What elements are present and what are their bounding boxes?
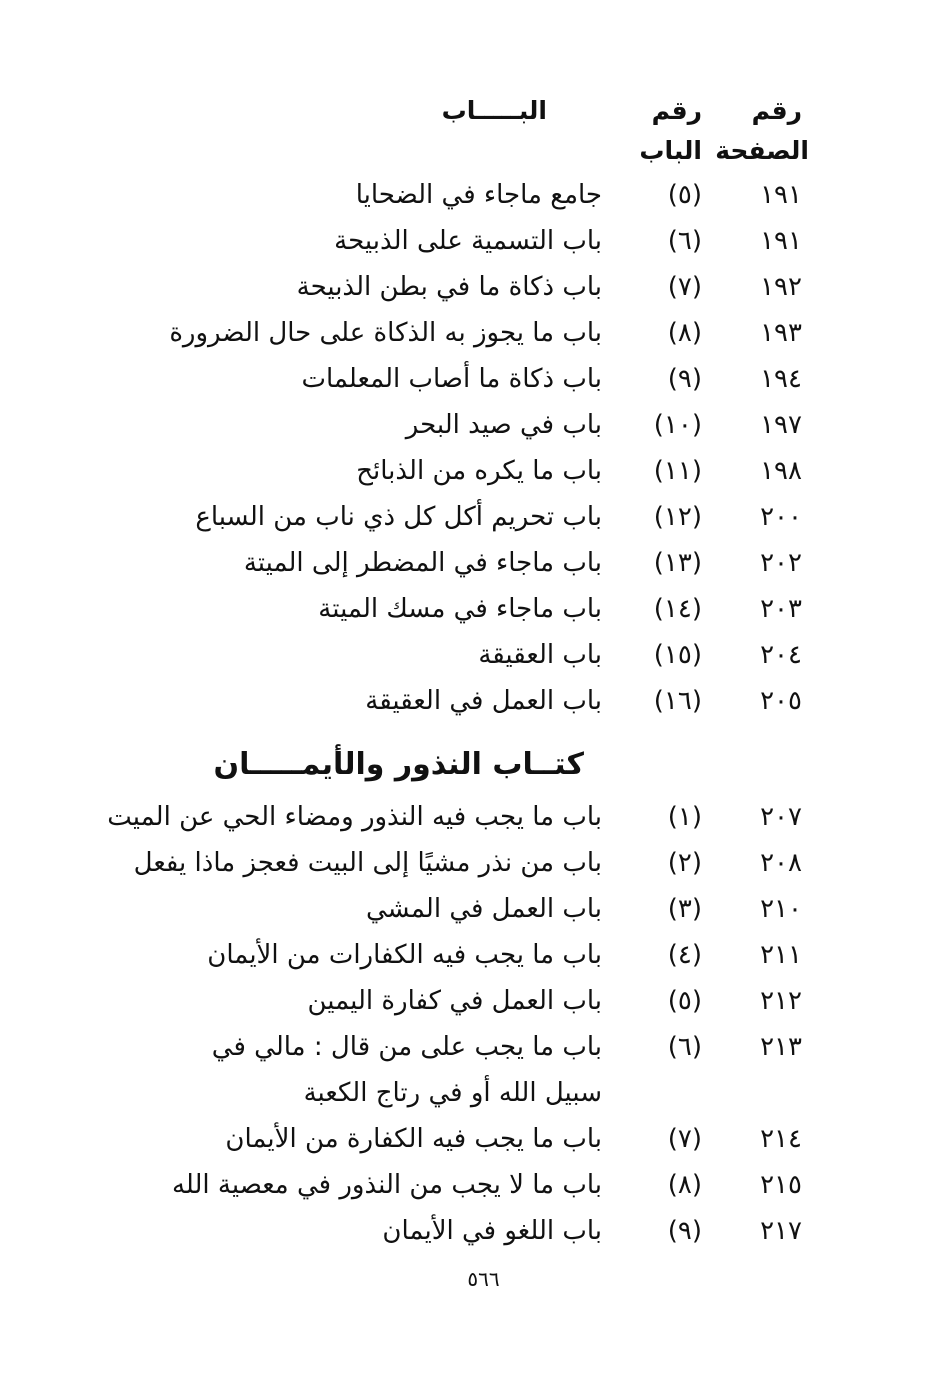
chapter-title: باب من نذر مشيًا إلى البيت فعجز ماذا يفعل [133, 848, 602, 878]
page-number: ٢٠٧ [760, 802, 802, 832]
page-number: ١٩٤ [760, 364, 802, 394]
chapter-number: (١١) [653, 456, 702, 486]
page-number: ٢١١ [760, 940, 802, 970]
toc-row [0, 540, 947, 586]
chapter-title: باب ما يكره من الذبائح [356, 456, 602, 486]
chapter-title: باب ذكاة ما أصاب المعلمات [301, 364, 602, 394]
page-number: ٢٠٥ [760, 686, 802, 716]
chapter-number: (٦) [667, 226, 702, 256]
chapter-title: جامع ماجاء في الضحايا [355, 180, 602, 210]
chapter-title: باب العمل في المشي [366, 894, 602, 924]
chapter-number: (٣) [667, 894, 702, 924]
chapter-number: (١٤) [653, 594, 702, 624]
chapter-number: (١٢) [653, 502, 702, 532]
page-number: ٢٠٤ [760, 640, 802, 670]
chapter-number: (٢) [667, 848, 702, 878]
chapter-title: باب العمل في كفارة اليمين [307, 986, 602, 1016]
section-title: كتــاب النذور والأيمـــــان [213, 747, 584, 782]
chapter-number: (٧) [667, 1124, 702, 1154]
chapter-number: (٨) [667, 1170, 702, 1200]
toc-row [0, 172, 947, 218]
toc-row [0, 840, 947, 886]
title-column-header: البـــــاب [441, 96, 547, 125]
chapter-title: باب ما لا يجب من النذور في معصية الله [171, 1170, 602, 1200]
page-number: ٢٠٠ [760, 502, 802, 532]
toc-row [0, 494, 947, 540]
chapter-number: (١٠) [653, 410, 702, 440]
page-footer [0, 1264, 947, 1294]
toc-row [0, 448, 947, 494]
chapter-number: (١٣) [653, 548, 702, 578]
section-heading [0, 738, 947, 792]
page-number: ٢٠٨ [760, 848, 802, 878]
chapter-title: باب ماجاء في المضطر إلى الميتة [243, 548, 602, 578]
toc-row [0, 932, 947, 978]
page-column-header-2: الصفحة [715, 136, 809, 165]
toc-row [0, 632, 947, 678]
chapter-number: (١٦) [653, 686, 702, 716]
toc-row-continuation [0, 1070, 947, 1116]
chapter-number: (٥) [667, 180, 702, 210]
chapter-number: (٧) [667, 272, 702, 302]
chapter-title: باب العمل في العقيقة [365, 686, 602, 716]
toc-row [0, 218, 947, 264]
chapter-number: (٨) [667, 318, 702, 348]
chapter-title: باب ما يجب فيه الكفارات من الأيمان [207, 940, 602, 970]
toc-row [0, 978, 947, 1024]
toc-row [0, 1116, 947, 1162]
chapter-column-header: رقم [651, 96, 702, 125]
page-number: ١٩٨ [760, 456, 802, 486]
chapter-number: (٥) [667, 986, 702, 1016]
page-number: ١٩٢ [760, 272, 802, 302]
toc-row [0, 886, 947, 932]
chapter-title: باب تحريم أكل كل ذي ناب من السباع [195, 502, 602, 532]
toc-row [0, 310, 947, 356]
page-number: ٢٠٢ [760, 548, 802, 578]
chapter-number: (٤) [667, 940, 702, 970]
page-number: ١٩٧ [760, 410, 802, 440]
chapter-title: باب ما يجب فيه النذور ومضاء الحي عن الميت [107, 802, 602, 832]
chapter-title: باب ذكاة ما في بطن الذبيحة [296, 272, 602, 302]
chapter-title-continuation: سبيل الله أو في رتاج الكعبة [303, 1078, 602, 1108]
toc-row [0, 264, 947, 310]
page-number: ٢١٢ [760, 986, 802, 1016]
page-number: ٢١٠ [760, 894, 802, 924]
chapter-title: باب اللغو في الأيمان [382, 1216, 602, 1246]
chapter-title: باب ما يجب فيه الكفارة من الأيمان [225, 1124, 602, 1154]
chapter-number: (١٥) [653, 640, 702, 670]
chapter-title: باب ما يجب على من قال : مالي في [211, 1032, 602, 1062]
chapter-number: (٦) [667, 1032, 702, 1062]
page-number: ١٩١ [760, 226, 802, 256]
chapter-title: باب العقيقة [478, 640, 602, 670]
toc-row [0, 794, 947, 840]
chapter-number: (٩) [667, 1216, 702, 1246]
page-column-header: رقم [751, 96, 802, 125]
page-number: ١٩١ [760, 180, 802, 210]
page-number: ٢٠٣ [760, 594, 802, 624]
chapter-title: باب في صيد البحر [405, 410, 602, 440]
page-number: ٢١٧ [760, 1216, 802, 1246]
toc-row [0, 1024, 947, 1070]
table-header-line-2 [0, 128, 947, 174]
toc-row [0, 1208, 947, 1254]
page-number: ١٩٣ [760, 318, 802, 348]
chapter-column-header-2: الباب [639, 136, 702, 165]
page-number: ٢١٣ [760, 1032, 802, 1062]
page-number: ٢١٤ [760, 1124, 802, 1154]
chapter-number: (١) [667, 802, 702, 832]
chapter-number: (٩) [667, 364, 702, 394]
page-number: ٢١٥ [760, 1170, 802, 1200]
chapter-title: باب ما يجوز به الذكاة على حال الضرورة [169, 318, 602, 348]
toc-row [0, 402, 947, 448]
chapter-title: باب ماجاء في مسك الميتة [318, 594, 602, 624]
toc-row [0, 586, 947, 632]
toc-row [0, 356, 947, 402]
toc-row [0, 1162, 947, 1208]
chapter-title: باب التسمية على الذبيحة [334, 226, 602, 256]
footer-page-number: ٥٦٦ [467, 1267, 500, 1291]
toc-row [0, 678, 947, 724]
